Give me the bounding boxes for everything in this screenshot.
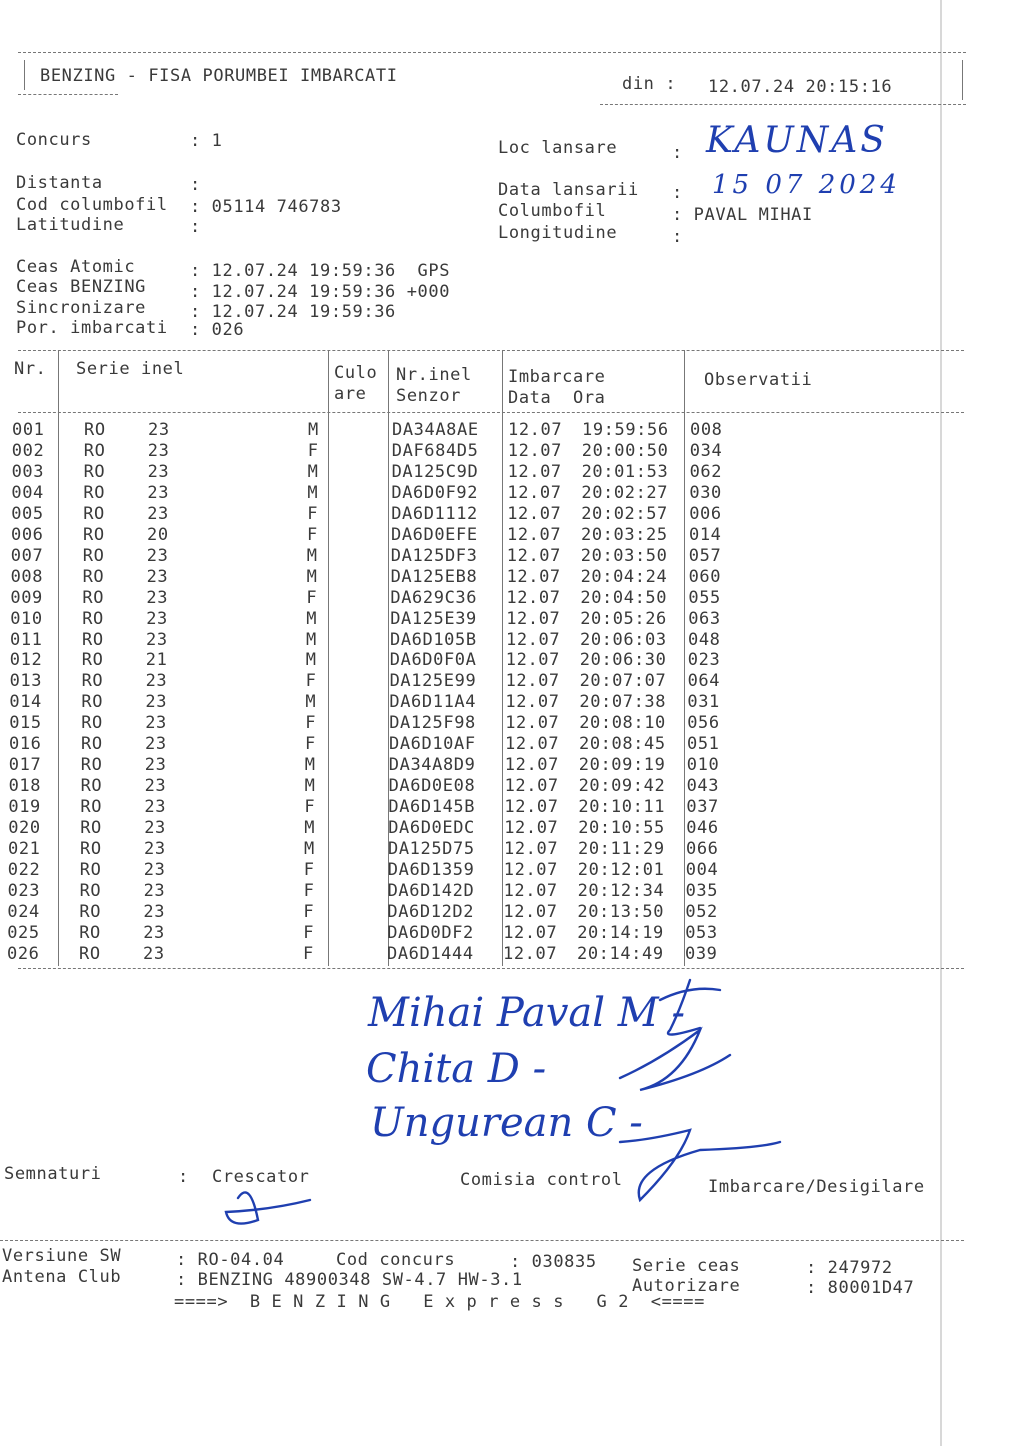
cell-observatii: 052 [685, 901, 718, 922]
latitudine-label: Latitudine [16, 215, 125, 235]
porumbei-imbarcati-value: : 026 [190, 320, 245, 340]
cell-an: 23 [146, 608, 168, 629]
cell-sex: F [305, 734, 316, 755]
longitudine-label: Longitudine [498, 223, 618, 243]
cell-sex: F [305, 671, 317, 692]
col-header-data-ora: Data Ora [508, 388, 606, 408]
cell-an: 23 [144, 755, 167, 776]
cell-sex: M [304, 818, 316, 839]
cell-tara: RO [83, 524, 105, 545]
cell-tara: RO [81, 734, 103, 755]
cell-sex: M [306, 629, 317, 650]
cod-concurs-label: Cod concurs [336, 1250, 456, 1270]
versiune-sw-value: : RO-04.04 [176, 1250, 285, 1270]
cell-an: 23 [147, 503, 169, 524]
col-header-serie-inel: Serie inel [76, 359, 185, 379]
cell-sex: M [306, 566, 318, 587]
semnaturi-imbarcare-desigilare: Imbarcare/Desigilare [708, 1177, 925, 1197]
cell-observatii: 048 [688, 629, 721, 650]
cell-data: 12.07 [505, 692, 560, 713]
cell-senzor: DA125E39 [390, 608, 477, 629]
cell-observatii: 043 [686, 776, 720, 797]
cell-data: 12.07 [507, 461, 562, 482]
col-header-nr-inel: Nr.inel [396, 365, 472, 385]
semnaturi-crescator: Crescator [212, 1167, 310, 1187]
cell-data: 12.07 [507, 440, 562, 461]
cell-an: 23 [147, 461, 170, 482]
cell-senzor: DA34A8D9 [388, 755, 476, 776]
distanta-label: Distanta [16, 173, 103, 193]
cell-observatii: 062 [689, 461, 723, 482]
cell-tara: RO [79, 901, 102, 922]
cell-observatii: 006 [689, 503, 722, 524]
cell-sex: M [306, 608, 318, 629]
porumbei-imbarcati-label: Por. imbarcati [16, 318, 168, 338]
cell-senzor: DA125C9D [391, 461, 479, 482]
columbofil-label: Columbofil [498, 201, 607, 221]
cell-tara: RO [80, 818, 102, 839]
cell-data: 12.07 [506, 566, 561, 587]
cell-ora: 19:59:56 [582, 420, 669, 440]
cell-ora: 20:10:55 [578, 818, 665, 839]
cell-data: 12.07 [503, 943, 558, 964]
handwritten-name-1: Mihai Paval M - [368, 990, 685, 1036]
cell-an: 23 [144, 797, 167, 818]
cod-concurs-value: : 030835 [510, 1252, 597, 1272]
cell-nr: 007 [10, 545, 44, 566]
cell-an: 23 [147, 440, 170, 461]
cell-senzor: DA6D1112 [391, 503, 478, 524]
cell-ora: 20:07:38 [579, 692, 667, 713]
cell-nr: 013 [9, 671, 43, 692]
cell-nr: 021 [8, 839, 41, 859]
cell-an: 23 [145, 734, 167, 755]
cell-tara: RO [82, 587, 105, 608]
cell-ora: 20:08:10 [579, 713, 666, 734]
cell-nr: 014 [9, 692, 42, 713]
cell-an: 23 [146, 629, 168, 650]
cell-senzor: DA6D0E08 [388, 776, 476, 797]
data-lansarii-label: Data lansarii [498, 180, 639, 200]
cell-senzor: DA6D1444 [387, 943, 474, 964]
cell-an: 23 [143, 922, 165, 943]
cell-observatii: 060 [688, 566, 722, 587]
cell-an: 23 [143, 901, 166, 922]
cell-observatii: 057 [688, 545, 722, 566]
scribble-1 [660, 980, 720, 1035]
cell-data: 12.07 [504, 797, 559, 818]
cell-nr: 012 [9, 650, 43, 671]
cell-sex: F [304, 797, 316, 818]
cell-nr: 022 [7, 859, 41, 880]
antena-club-value: : BENZING 48900348 SW-4.7 HW-3.1 [176, 1270, 523, 1290]
cell-an: 23 [145, 671, 168, 692]
ceas-atomic-value: : 12.07.24 19:59:36 GPS [190, 261, 451, 281]
cell-sex: M [304, 776, 316, 797]
cell-an: 23 [143, 859, 166, 880]
ceas-benzing-value: : 12.07.24 19:59:36 +000 [190, 282, 451, 302]
cell-tara: RO [82, 629, 104, 650]
cell-observatii: 064 [687, 671, 721, 692]
cell-data: 12.07 [506, 587, 561, 608]
cell-sex: M [305, 650, 317, 671]
cell-ora: 20:02:27 [581, 482, 669, 503]
cell-ora: 20:04:50 [580, 587, 668, 608]
cell-senzor: DA125D75 [388, 839, 475, 859]
cell-observatii: 056 [687, 713, 720, 734]
cell-sex: F [303, 880, 315, 901]
cell-nr: 003 [11, 461, 45, 482]
sincronizare-value: : 12.07.24 19:59:36 [190, 302, 396, 322]
cell-nr: 008 [10, 566, 44, 587]
cell-tara: RO [83, 461, 106, 482]
cell-tara: RO [81, 692, 104, 713]
cell-data: 12.07 [503, 880, 558, 901]
concurs-label: Concurs [16, 130, 92, 150]
cell-observatii: 030 [689, 482, 722, 503]
cell-tara: RO [79, 880, 102, 901]
loc-lansare-colon: : [672, 143, 683, 163]
cell-senzor: DA6D142D [387, 880, 475, 901]
col-header-senzor: Senzor [396, 386, 462, 406]
cell-an: 23 [146, 587, 169, 608]
cell-ora: 20:00:50 [581, 440, 669, 461]
cell-sex: F [305, 713, 317, 734]
cell-senzor: DA125EB8 [390, 566, 478, 587]
semnaturi-comisia-control: Comisia control [460, 1170, 623, 1190]
cell-observatii: 039 [685, 943, 718, 964]
cell-sex: M [306, 545, 318, 566]
cell-nr: 002 [11, 440, 45, 461]
concurs-value: : 1 [190, 131, 223, 151]
latitudine-value: : [190, 217, 201, 237]
cod-columbofil-value: : 05114 746783 [190, 197, 342, 217]
cell-sex: F [307, 503, 319, 524]
document-title: BENZING - FISA PORUMBEI IMBARCATI [40, 66, 398, 86]
cell-sex: F [306, 587, 318, 608]
data-lansarii-colon: : [672, 183, 683, 203]
sincronizare-label: Sincronizare [16, 298, 147, 318]
cell-nr: 005 [11, 503, 44, 524]
longitudine-value: : [672, 227, 683, 247]
cell-an: 23 [147, 482, 170, 503]
cell-an: 23 [144, 776, 167, 797]
cell-sex: F [307, 440, 319, 461]
cell-ora: 20:05:26 [580, 608, 667, 629]
distanta-value: : [190, 175, 201, 195]
cell-tara: RO [83, 503, 105, 524]
cell-ora: 20:06:30 [579, 650, 667, 671]
cell-senzor: DA125DF3 [390, 545, 478, 566]
cell-senzor: DA6D10AF [389, 734, 476, 755]
cell-data: 12.07 [505, 671, 560, 692]
cell-sex: M [304, 839, 315, 859]
cell-observatii: 051 [687, 734, 720, 755]
cell-tara: RO [80, 776, 103, 797]
cell-observatii: 046 [686, 818, 719, 839]
cell-tara: RO [82, 566, 105, 587]
cell-an: 23 [144, 818, 166, 839]
autorizare-value: : 80001D47 [806, 1278, 915, 1298]
cell-observatii: 037 [686, 797, 719, 818]
cell-senzor: DA629C36 [390, 587, 478, 608]
cell-ora: 20:14:19 [577, 922, 664, 943]
cell-data: 12.07 [505, 650, 560, 671]
cell-nr: 010 [10, 608, 43, 629]
cell-ora: 20:11:29 [578, 839, 665, 859]
cell-sex: M [308, 420, 319, 440]
cell-ora: 20:10:11 [578, 797, 666, 818]
cell-ora: 20:12:01 [577, 859, 665, 880]
cell-observatii: 010 [686, 755, 720, 776]
cell-nr: 004 [11, 482, 44, 503]
header-din-label: din : [622, 74, 677, 94]
cell-senzor: DAF684D5 [391, 440, 479, 461]
cell-ora: 20:01:53 [581, 461, 669, 482]
cell-data: 12.07 [507, 503, 562, 524]
cell-tara: RO [79, 859, 102, 880]
semnaturi-label: Semnaturi [4, 1164, 102, 1184]
antena-club-label: Antena Club [2, 1267, 122, 1287]
ceas-benzing-label: Ceas BENZING [16, 277, 147, 297]
cell-ora: 20:09:19 [578, 755, 666, 776]
cell-data: 12.07 [507, 524, 562, 545]
cell-senzor: DA6D145B [388, 797, 476, 818]
cell-nr: 020 [8, 818, 41, 839]
cell-nr: 016 [9, 734, 42, 755]
cell-ora: 20:02:57 [581, 503, 668, 524]
cell-an: 23 [145, 692, 168, 713]
cell-ora: 20:08:45 [579, 734, 666, 755]
versiune-sw-label: Versiune SW [2, 1246, 122, 1266]
cell-senzor: DA125E99 [389, 671, 477, 692]
cell-ora: 20:04:24 [580, 566, 668, 587]
cell-sex: M [307, 482, 319, 503]
serie-ceas-value: : 247972 [806, 1258, 893, 1278]
cell-tara: RO [81, 671, 104, 692]
cell-tara: RO [82, 545, 105, 566]
cell-data: 12.07 [506, 545, 561, 566]
cell-observatii: 023 [687, 650, 721, 671]
cell-tara: RO [83, 482, 106, 503]
cell-ora: 20:07:07 [579, 671, 667, 692]
cell-tara: RO [80, 839, 102, 859]
cell-ora: 20:06:03 [580, 629, 667, 650]
cell-senzor: DA6D11A4 [389, 692, 477, 713]
cell-nr: 017 [8, 755, 42, 776]
cell-senzor: DA6D0F0A [389, 650, 477, 671]
cell-senzor: DA34A8AE [392, 420, 479, 440]
cell-observatii: 004 [685, 859, 719, 880]
cell-nr: 019 [8, 797, 41, 818]
cell-observatii: 053 [685, 922, 718, 943]
cell-senzor: DA6D0DF2 [387, 922, 474, 943]
handwritten-name-3: Ungurean C - [370, 1100, 643, 1146]
cell-observatii: 008 [690, 420, 723, 440]
cell-observatii: 034 [689, 440, 723, 461]
cell-nr: 025 [7, 922, 40, 943]
cell-observatii: 066 [686, 839, 719, 859]
col-header-imbarcare: Imbarcare [508, 367, 606, 387]
cell-senzor: DA6D1359 [387, 859, 475, 880]
cell-data: 12.07 [504, 776, 559, 797]
cell-tara: RO [81, 713, 103, 734]
cell-data: 12.07 [504, 818, 559, 839]
scribble-2 [620, 1030, 730, 1090]
cell-tara: RO [79, 943, 101, 964]
cell-tara: RO [79, 922, 101, 943]
data-lansarii-handwritten: 15 07 2024 [712, 170, 901, 200]
cell-nr: 018 [8, 776, 42, 797]
cell-sex: M [307, 461, 319, 482]
cell-observatii: 063 [688, 608, 721, 629]
cell-data: 12.07 [506, 629, 561, 650]
cell-data: 12.07 [503, 922, 558, 943]
cell-tara: RO [83, 440, 106, 461]
cell-senzor: DA6D0EDC [388, 818, 475, 839]
cell-senzor: DA125F98 [389, 713, 476, 734]
columbofil-value: : PAVAL MIHAI [672, 205, 813, 225]
cell-ora: 20:12:34 [577, 880, 665, 901]
cell-data: 12.07 [508, 420, 563, 440]
cell-an: 23 [143, 880, 166, 901]
cell-data: 12.07 [503, 901, 558, 922]
semnaturi-colon: : [178, 1167, 189, 1187]
cod-columbofil-label: Cod columbofil [16, 195, 168, 215]
cell-an: 23 [148, 420, 170, 440]
col-header-culoare-top: Culo [334, 363, 378, 383]
loc-lansare-label: Loc lansare [498, 138, 618, 158]
handwritten-name-2: Chita D - [366, 1046, 547, 1092]
cell-senzor: DA6D0EFE [391, 524, 478, 545]
cell-ora: 20:09:42 [578, 776, 666, 797]
cell-senzor: DA6D105B [390, 629, 477, 650]
cell-observatii: 014 [689, 524, 722, 545]
cell-nr: 009 [10, 587, 43, 608]
col-header-nr: Nr. [14, 359, 47, 379]
cell-tara: RO [80, 755, 103, 776]
cell-an: 23 [146, 545, 169, 566]
ceas-atomic-label: Ceas Atomic [16, 257, 136, 277]
cell-sex: F [303, 922, 315, 943]
cell-nr: 026 [7, 943, 40, 964]
footer-top-rule [0, 1240, 964, 1241]
cell-sex: F [303, 901, 315, 922]
col-header-observatii: Observatii [704, 370, 813, 390]
cell-ora: 20:03:50 [580, 545, 668, 566]
cell-an: 23 [145, 713, 167, 734]
cell-observatii: 035 [685, 880, 719, 901]
cell-ora: 20:13:50 [577, 901, 665, 922]
cell-tara: RO [82, 608, 104, 629]
cell-nr: 001 [12, 420, 45, 440]
cell-an: 23 [146, 566, 169, 587]
header-datetime: 12.07.24 20:15:16 [708, 77, 893, 97]
cell-sex: M [304, 755, 316, 776]
cell-sex: M [305, 692, 317, 713]
cell-data: 12.07 [503, 859, 558, 880]
cell-an: 21 [145, 650, 168, 671]
cell-sex: F [303, 943, 314, 964]
cell-data: 12.07 [504, 839, 559, 859]
cell-nr: 023 [7, 880, 41, 901]
cell-data: 12.07 [506, 608, 561, 629]
cell-tara: RO [84, 420, 106, 440]
col-header-culoare-bottom: are [334, 384, 367, 404]
cell-tara: RO [80, 797, 103, 818]
cell-ora: 20:03:25 [581, 524, 668, 545]
cell-sex: F [307, 524, 318, 545]
scribble-crescator [226, 1192, 310, 1223]
cell-nr: 011 [10, 629, 43, 650]
cell-ora: 20:14:49 [577, 943, 664, 964]
cell-nr: 006 [11, 524, 44, 545]
cell-nr: 015 [9, 713, 42, 734]
cell-an: 23 [144, 839, 166, 859]
cell-sex: F [303, 859, 315, 880]
cell-data: 12.07 [507, 482, 562, 503]
cell-an: 20 [147, 524, 169, 545]
serie-ceas-label: Serie ceas [632, 1256, 741, 1276]
cell-observatii: 031 [687, 692, 720, 713]
cell-tara: RO [81, 650, 104, 671]
cell-data: 12.07 [504, 755, 559, 776]
cell-senzor: DA6D0F92 [391, 482, 479, 503]
cell-data: 12.07 [505, 734, 560, 755]
benzing-express-line: ====> B E N Z I N G E x p r e s s G 2 <==== [174, 1292, 705, 1312]
cell-an: 23 [143, 943, 165, 964]
autorizare-label: Autorizare [632, 1276, 741, 1296]
cell-observatii: 055 [688, 587, 721, 608]
cell-senzor: DA6D12D2 [387, 901, 475, 922]
cell-nr: 024 [7, 901, 40, 922]
cell-data: 12.07 [505, 713, 560, 734]
loc-lansare-handwritten: KAUNAS [706, 120, 888, 161]
